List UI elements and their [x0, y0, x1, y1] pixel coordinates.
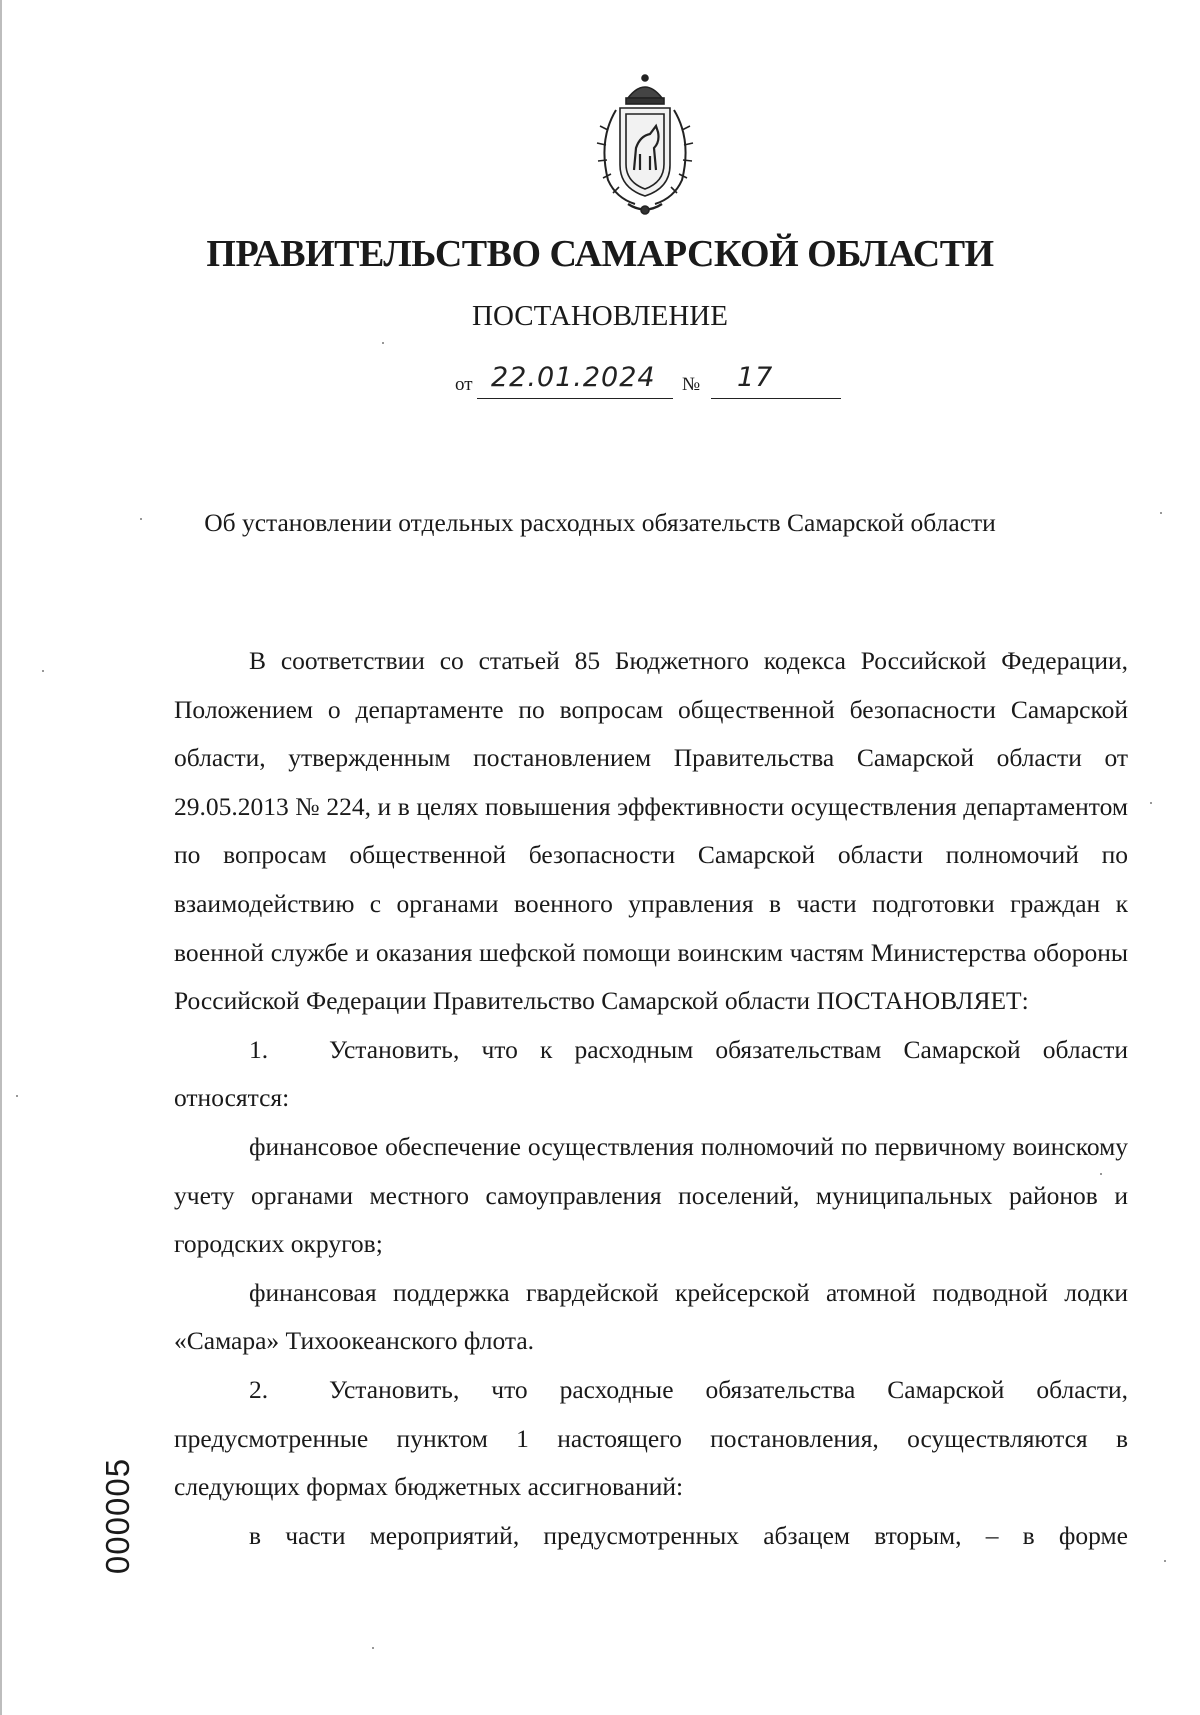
scan-speck [1164, 1560, 1166, 1562]
item-2-text: Установить, что расходные обязательства Самарской области, предусмотренные пунктом 1 настоящего постановления, осуществляются в следующих формах бюджетных ассигнований: [174, 1374, 1128, 1502]
date-prefix: от [455, 374, 473, 395]
scan-speck [372, 1647, 374, 1649]
page-stamp-number: 000005 [99, 1457, 136, 1575]
item-2-paragraph [174, 1366, 1128, 1512]
item-1-subparagraph-a: финансовое обеспечение осуществления полномочий по первичному воинскому учету органами местного самоуправления поселений, муниципальных районов и городских округов; [174, 1131, 1128, 1259]
document-body [174, 637, 1128, 1560]
scan-speck [382, 342, 384, 344]
scan-speck [1160, 512, 1162, 514]
item-1-number: 1. [249, 1034, 269, 1064]
preamble-paragraph: В соответствии со статьей 85 Бюджетного кодекса Российской Федерации, Положением о департаменте по вопросам общественной безопасности Самарской области, утвержденным постановлением Правительства Самарской области от 29.05.2013 № 224, и в целях повышения эффективности осуществления департаментом по вопросам общественной безопасности Самарской области полномочий по взаимодействию с органами военного управления в части подготовки граждан к военной службе и оказания шефской помощи воинским частям Министерства обороны Российской Федерации Правительство Самарской области ПОСТАНОВЛЯЕТ: [174, 646, 1128, 1016]
coat-of-arms-icon [590, 70, 700, 220]
scan-speck [1150, 802, 1152, 804]
date-underline [477, 398, 673, 399]
number-prefix: № [682, 374, 701, 395]
document-type: ПОСТАНОВЛЕНИЕ [472, 300, 728, 332]
date-number-line [455, 362, 855, 402]
item-1-paragraph [174, 1026, 1128, 1123]
scan-speck [140, 518, 142, 520]
item-2-number: 2. [249, 1374, 269, 1404]
scan-speck [42, 670, 44, 672]
scan-speck [16, 1095, 18, 1097]
handwritten-date: 22.01.2024 [491, 362, 656, 393]
item-2-subparagraph-a: в части мероприятий, предусмотренных абзацем вторым, – в форме [249, 1520, 1128, 1550]
item-1-subparagraph-b: финансовая поддержка гвардейской крейсерской атомной подводной лодки «Самара» Тихоокеанского флота. [174, 1277, 1128, 1356]
item-1-text: Установить, что к расходным обязательствам Самарской области относятся: [174, 1034, 1128, 1113]
page-stamp [88, 1456, 148, 1576]
document-subject: Об установлении отдельных расходных обязательств Самарской области [204, 508, 996, 537]
handwritten-number: 17 [737, 362, 774, 393]
scan-speck [1100, 1173, 1102, 1175]
number-underline [711, 398, 841, 399]
organization-title: ПРАВИТЕЛЬСТВО САМАРСКОЙ ОБЛАСТИ [206, 233, 994, 275]
